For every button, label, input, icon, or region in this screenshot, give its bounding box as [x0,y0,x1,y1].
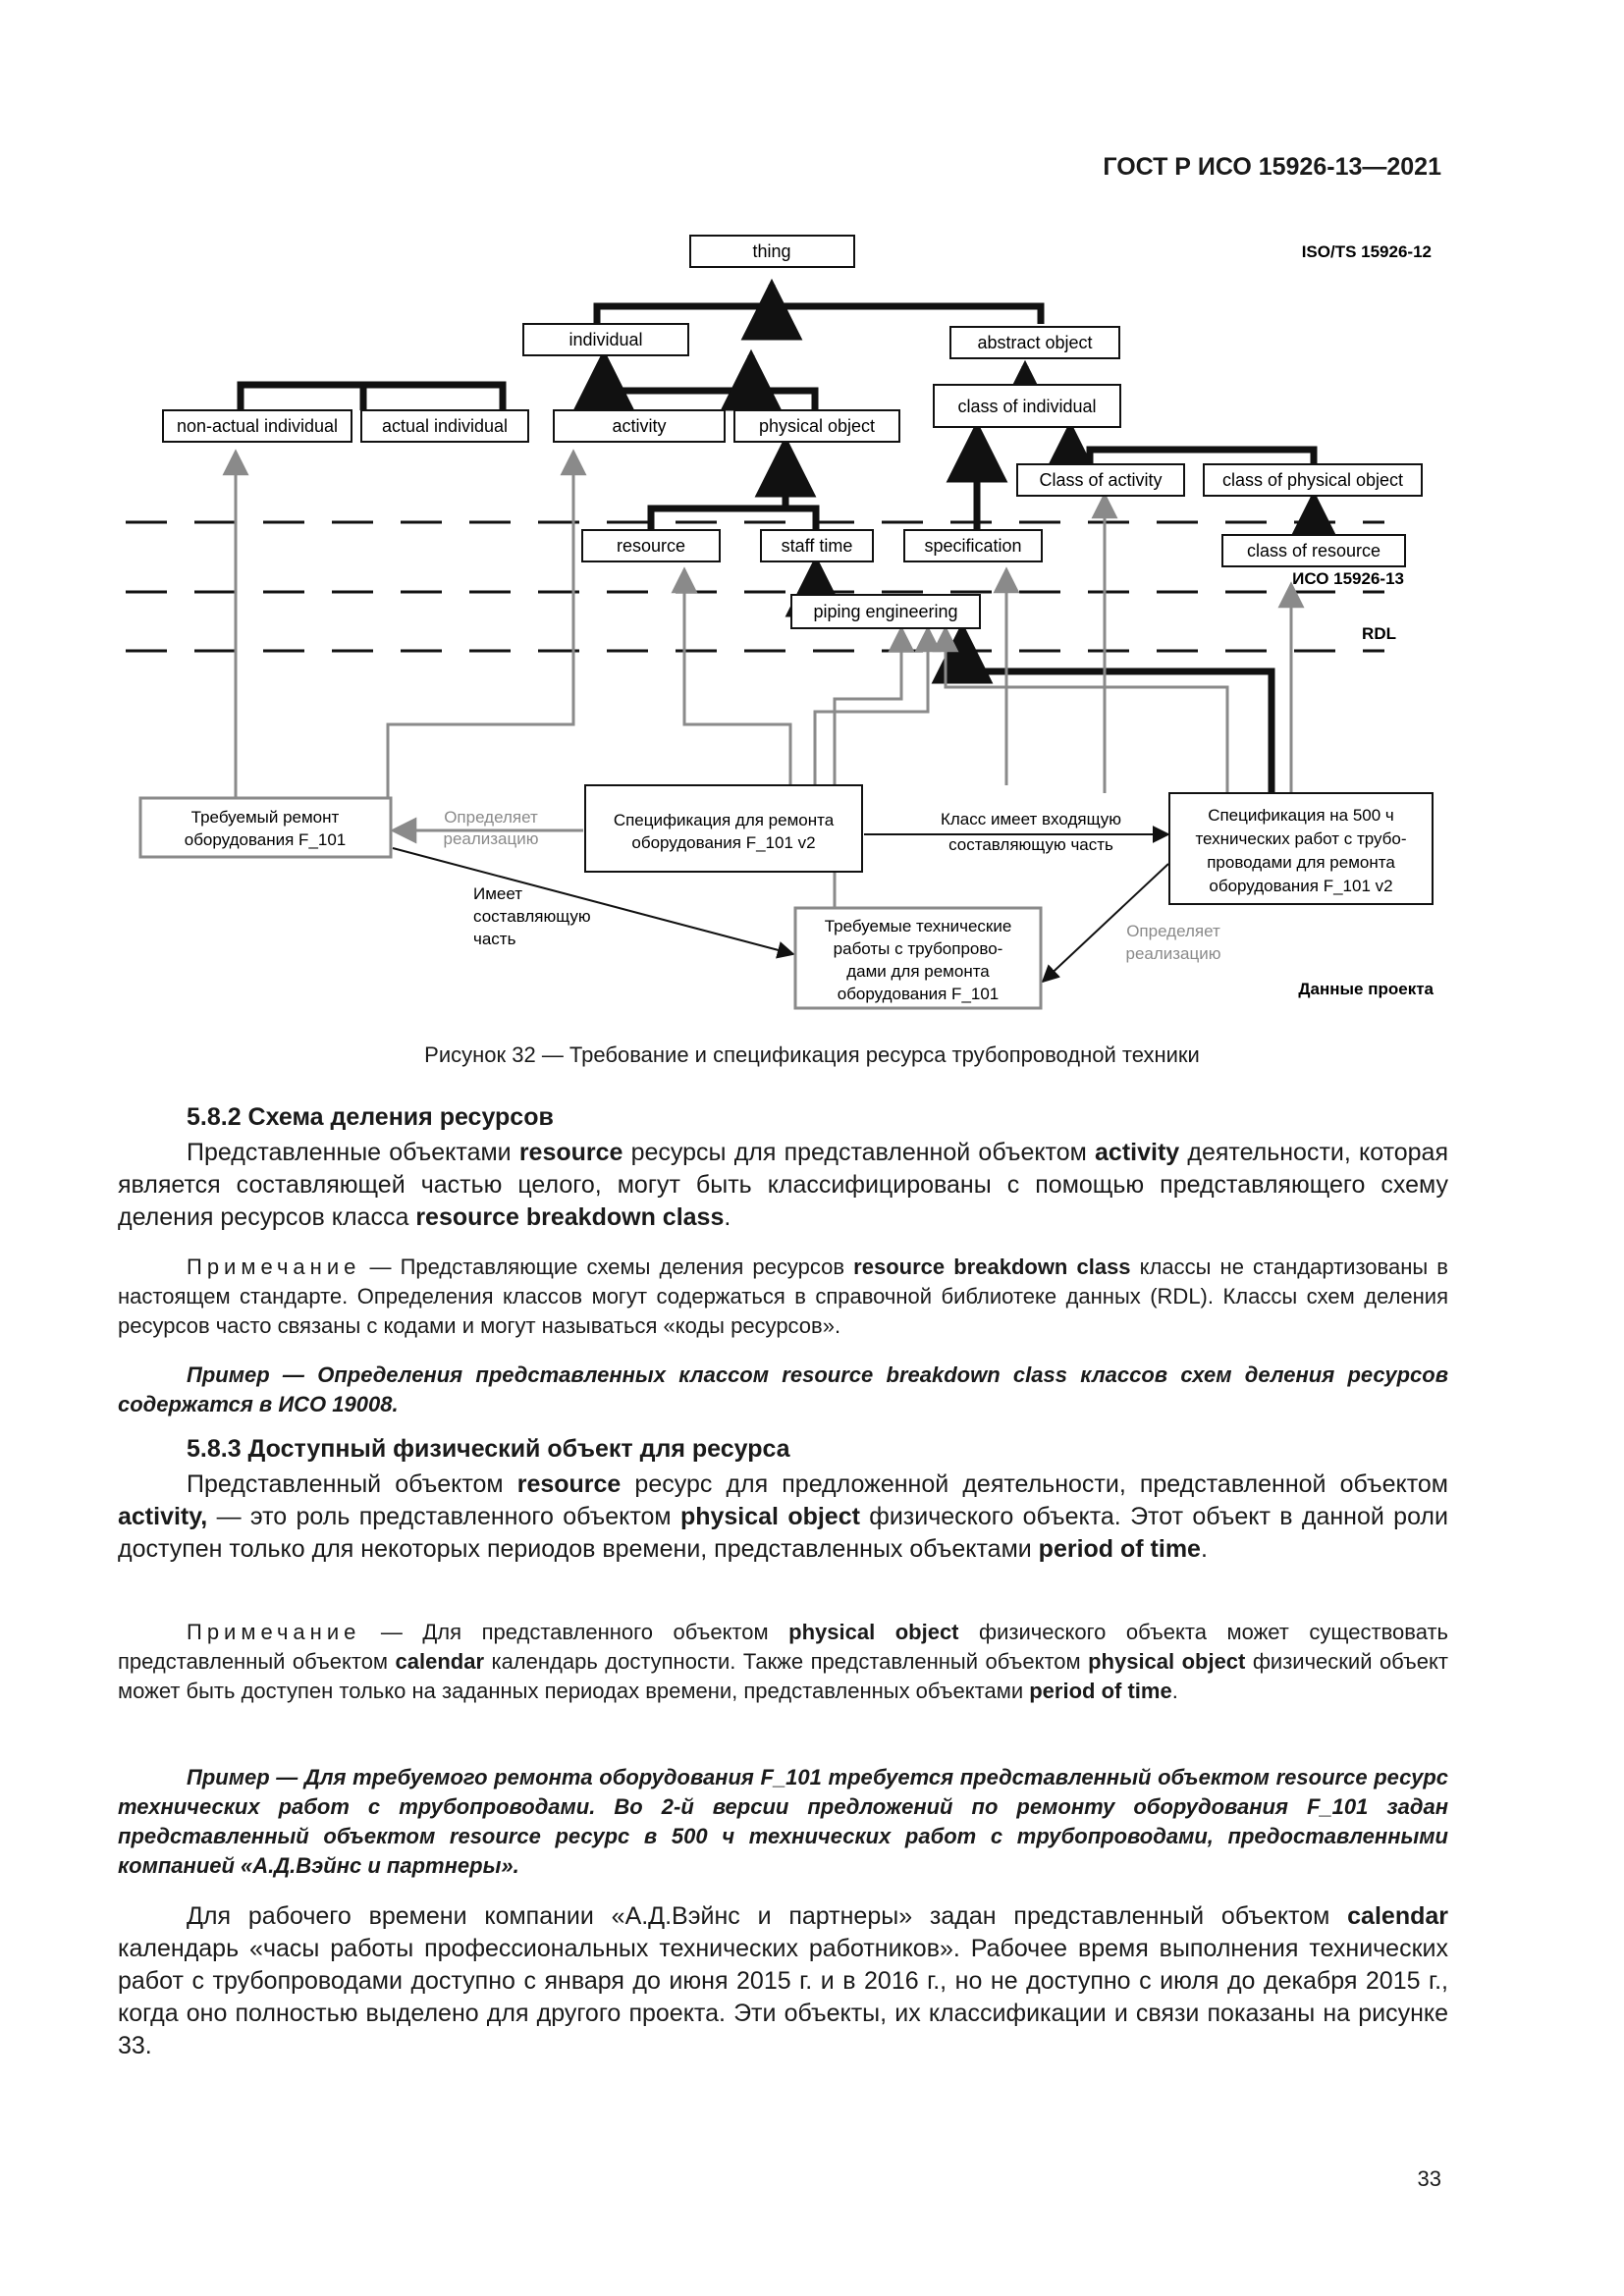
svg-text:resource: resource [616,536,686,556]
box-piping-engineering [791,595,980,628]
svg-text:оборудования F_101: оборудования F_101 [837,985,1000,1003]
svg-text:технических работ с трубо-: технических работ с трубо- [1195,829,1407,848]
box-specification [904,530,1042,561]
edge-label-has-part [473,884,591,948]
svg-text:часть: часть [473,930,516,948]
page-number: 33 [1417,2166,1441,2191]
box-physical-object [734,410,899,442]
label-iso-ts-15926-12: ISO/TS 15926-12 [1301,242,1432,261]
svg-text:piping engineering: piping engineering [813,602,958,621]
box-class-of-individual [934,385,1120,427]
box-class-of-physical-object [1204,464,1422,496]
svg-text:Имеет: Имеет [473,884,523,903]
figure-32-diagram [0,0,1624,1031]
svg-text:составляющую часть: составляющую часть [948,835,1113,854]
svg-text:оборудования F_101 v2: оборудования F_101 v2 [631,833,816,852]
box-thing [690,236,854,267]
svg-text:реализацию: реализацию [443,829,539,848]
paragraph-5-8-3-calendar: Для рабочего времени компании «А.Д.Вэйнс и партнеры» задан представленный объектом calendar календарь «часы работы профессиональных технических работников». Рабочее время выполнения технических работ с трубопроводами доступно с января до июня 2015 г. и в 2016 г., но не доступно с июля до декабря 2015 г., когда оно полностью выделено для другого проекта. Эти объекты, их классификации и связи показаны на рисунке 33. [118,1902,1448,2059]
edge-label-class-has-part [941,810,1121,854]
example-5-8-3: Пример — Для требуемого ремонта оборудования F_101 требуется представленный объектом resource ресурс технических работ с трубопроводами. Во 2-й версии предложений по ремонту оборудования F_101 задан представленный объектом resource ресурс в 500 ч технических работ с трубопроводами, предоставленными компанией «А.Д.Вэйнс и партнеры». [118,1765,1448,1878]
paragraph-5-8-2: Представленные объектами resource ресурсы для представленной объектом activity деятельности, которая является составляющей частью целого, могут быть классифицированы с помощью представляющего схему деления ресурсов класса resource breakdown class. [118,1139,1449,1231]
note-5-8-3: Примечание — Для представленного объектом physical object физического объекта может существовать представленный объектом calendar календарь доступности. Также представленный объектом physical object физический объект может быть доступен только на заданных периодах времени, представленных объектами period of time. [118,1620,1448,1703]
box-required-piping-work [795,908,1041,1008]
section-title-5-8-2: 5.8.2 Схема деления ресурсов [187,1103,554,1131]
box-abstract-object [950,327,1119,358]
figure-caption: Рисунок 32 — Требование и спецификация ресурса трубопроводной техники [424,1042,1200,1067]
label-rdl: RDL [1362,624,1396,643]
svg-text:non-actual individual: non-actual individual [176,416,339,436]
svg-text:staff time: staff time [781,536,853,556]
svg-text:physical object: physical object [758,416,876,436]
svg-text:Требуемый ремонт: Требуемый ремонт [190,808,340,827]
layer-separators [126,522,1384,651]
document-header: ГОСТ Р ИСО 15926-13—2021 [1103,153,1441,181]
svg-text:Класс имеет входящую: Класс имеет входящую [940,810,1122,828]
svg-text:Спецификация для ремонта: Спецификация для ремонта [613,811,835,829]
svg-text:Class of activity: Class of activity [1039,470,1163,490]
svg-text:class of physical object: class of physical object [1221,470,1404,490]
svg-text:abstract object: abstract object [977,333,1093,352]
edge-label-defines-realization-2 [1125,922,1220,963]
svg-text:реализацию: реализацию [1125,944,1221,963]
svg-text:оборудования F_101 v2: оборудования F_101 v2 [1209,877,1393,895]
example-5-8-2: Пример — Определения представленных классом resource breakdown class классов схем деления ресурсов содержатся в ИСО 19008. [118,1362,1448,1416]
svg-text:составляющую: составляющую [473,907,591,926]
box-activity [554,410,725,442]
svg-text:проводами для ремонта: проводами для ремонта [1207,853,1395,872]
box-spec-500h [1169,793,1433,904]
svg-text:дами для ремонта: дами для ремонта [846,962,990,981]
box-actual-individual [361,410,528,442]
svg-text:thing: thing [752,241,791,261]
note-5-8-2: Примечание — Представляющие схемы деления ресурсов resource breakdown class классы не стандартизованы в настоящем стандарте. Определения классов могут содержаться в справочной библиотеке данных (RDL). Классы схем деления ресурсов часто связаны с кодами и могут называться «коды ресурсов». [118,1255,1448,1338]
box-staff-time [761,530,873,561]
edge-label-defines-realization-1 [443,808,538,848]
svg-text:Определяет: Определяет [1126,922,1220,940]
svg-text:class of individual: class of individual [957,397,1097,416]
svg-text:individual: individual [568,330,643,349]
box-class-of-resource [1222,535,1405,566]
svg-text:оборудования F_101: оборудования F_101 [184,830,347,849]
box-non-actual-individual [163,410,352,442]
box-resource [582,530,720,561]
svg-text:Требуемые технические: Требуемые технические [824,917,1012,935]
box-class-of-activity [1017,464,1184,496]
svg-text:activity: activity [612,416,667,436]
label-iso-15926-13: ИСО 15926-13 [1292,569,1404,588]
svg-text:работы с трубопрово-: работы с трубопрово- [833,939,1003,958]
svg-text:specification: specification [924,536,1022,556]
svg-text:actual individual: actual individual [381,416,509,436]
svg-text:Спецификация на 500 ч: Спецификация на 500 ч [1208,806,1394,825]
svg-text:Определяет: Определяет [444,808,538,827]
box-required-repair [140,798,391,857]
label-project-data: Данные проекта [1298,980,1434,998]
section-title-5-8-3: 5.8.3 Доступный физический объект для ресурса [187,1435,790,1463]
box-spec-repair-v2 [585,785,862,872]
svg-text:class of resource: class of resource [1246,541,1381,561]
paragraph-5-8-3: Представленный объектом resource ресурс для предложенной деятельности, представленной объектом activity, — это роль представленного объектом physical object физического объекта. Этот объект в данной роли доступен только для некоторых периодов времени, представленных объектами period of time. [118,1470,1448,1563]
box-individual [523,324,688,355]
